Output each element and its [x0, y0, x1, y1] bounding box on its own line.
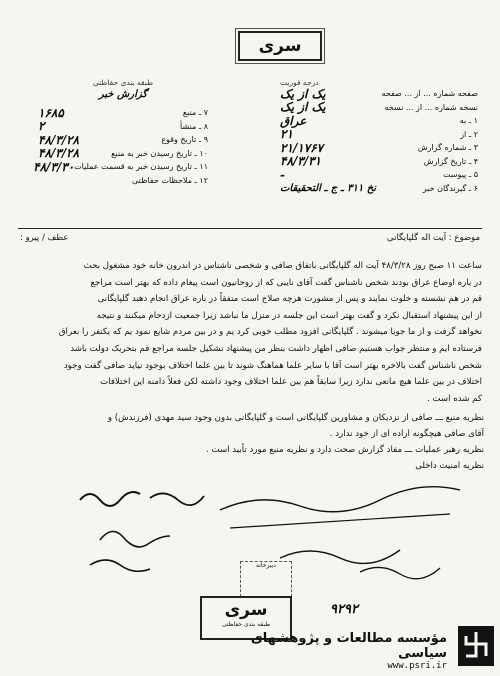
header-left-row: ۱۱ ـ تاریخ رسیدن خبر به قسمت عملیات ۴۸/۳/۳۰	[33, 159, 208, 174]
header-left-row: ۱۰ ـ تاریخ رسیدن خبر به منبع ۴۸/۳/۲۸	[38, 146, 208, 161]
source-opinion-cont: آقای صافی هیچگونه اراده ای از خود ندارد .	[329, 429, 484, 439]
header-divider	[18, 228, 482, 229]
header-right-row: ۳ ـ شماره گزارش ۲۱/۱۷۶۷	[280, 140, 478, 155]
classification-stamp-bottom: سری طبقه بندی حفاظتی	[200, 596, 292, 640]
internal-security-opinion: نظریه امنیت داخلی	[415, 461, 484, 471]
body-line: اختلاف در بین علما هیچ مانعی ندارد زیرا سابقاً هم بین علما اختلاف وجود داشته لکن فعلاً دامنه این اختلافات	[100, 377, 482, 388]
header-left-row: ۷ ـ منبع ۱۶۸۵	[38, 105, 208, 120]
header-right-row: ۱ ـ به عراق	[280, 113, 478, 128]
document-number: ۹۲۹۲	[330, 602, 358, 617]
header-left-row: ۱۲ ـ ملاحظات حفاظتی	[132, 175, 208, 185]
classification-caption: طبقه بندی حفاظتی	[92, 78, 154, 87]
operations-opinion: نظریه رهبر عملیات ـــ مفاد گزارش صحت دارد و نظریه منبع مورد تأیید است .	[206, 445, 484, 455]
header-left-row: ۸ ـ منشأ ۲	[38, 119, 208, 134]
body-line: نخواهد گرفت و از ما جویا میشوند . گلپایگانی افزود مطلب خوبی کرد یم و در بین مردم شایع نمود یم که یکنفر را بعراق	[58, 327, 482, 338]
body-line: شخص ناشناس گفت بالاخره بهتر است آقا با سایر علما هماهنگ شوند تا بین علما اختلاف بوجود نیاید صافی گفت وجود	[63, 360, 482, 371]
header-right-row: صفحه شماره ... از ... صفحه یک از یک	[280, 86, 478, 101]
header-right-row: ۴ ـ تاریخ گزارش ۴۸/۳/۳۱	[280, 154, 478, 169]
subject: موضوع : آیت اله گلپایگانی	[387, 233, 480, 243]
body-line: کم شده است .	[427, 393, 482, 404]
classification-stamp-top: سری	[238, 31, 322, 61]
source-opinion: نظریه منبع ـــ صافی از نزدیکان و مشاورین گلپایگانی است و گلپایگانی بدون وجود سید مهدی (فرزندش) و	[107, 413, 484, 423]
body-line: قم در هم نشسته و خلوت نمایند و پس از مشورت هرچه صلاح است متفقاً در باره عراق انجام دهند گلپایگانی	[97, 294, 482, 305]
body-line: ساعت ۱۱ صبح روز ۴۸/۳/۲۸ آیت اله گلپایگانی باتفاق صافی و شخصی ناشناس در اندرون خانه خود مشغول بحث	[83, 261, 482, 271]
header-right-block	[280, 78, 478, 195]
header-left-block	[33, 78, 208, 187]
header-right-row: ۶ ـ گیرندگان خبر نخ ۳۱۱ ـ ج ـ التحقیقات	[280, 182, 478, 194]
footer	[232, 631, 447, 671]
body-line: فرستاده ایم و منتظر جواب هستیم صافی اظهار داشت بنظر من پیشنهاد تشکیل جلسه مراجع قم بتحریک دولت باشد	[70, 343, 482, 354]
header-right-row: ۵ ـ پیوست -	[280, 167, 478, 182]
subject-line	[20, 232, 480, 245]
header-right-row: نسخه شماره ... از ... نسخه یک از یک	[280, 100, 478, 115]
reference: عطف / پیرو :	[20, 233, 69, 243]
institute-logo-icon	[458, 626, 494, 666]
header-right-row: ۲ ـ از ۲۱	[280, 127, 478, 142]
footer-org: مؤسسه مطالعات و پژوهشهای سیاسی	[250, 631, 447, 661]
body-line: در باره اوضاع عراق بودند شخص ناشناس گفت آقای نایبی که از روحانیون است پیغام داده که بهتر است مراجع	[90, 277, 482, 288]
footer-url: www.psri.ir	[387, 661, 447, 671]
report-body	[20, 258, 482, 407]
header-left-row: ۹ ـ تاریخ وقوع ۴۸/۳/۲۸	[38, 132, 208, 147]
opinions-block	[18, 410, 484, 474]
urgency-caption: درجه فوریت	[280, 78, 319, 87]
report-type: گزارش خبر	[98, 89, 148, 100]
body-line: از این پیشنهاد استقبال نکرد و گفت بهتر است این جلسه در منزل ما نباشد زیرا جمعیت ازدحام میکنند و نتیجه	[96, 310, 482, 321]
office-seal: دبیرخانه	[240, 561, 292, 597]
